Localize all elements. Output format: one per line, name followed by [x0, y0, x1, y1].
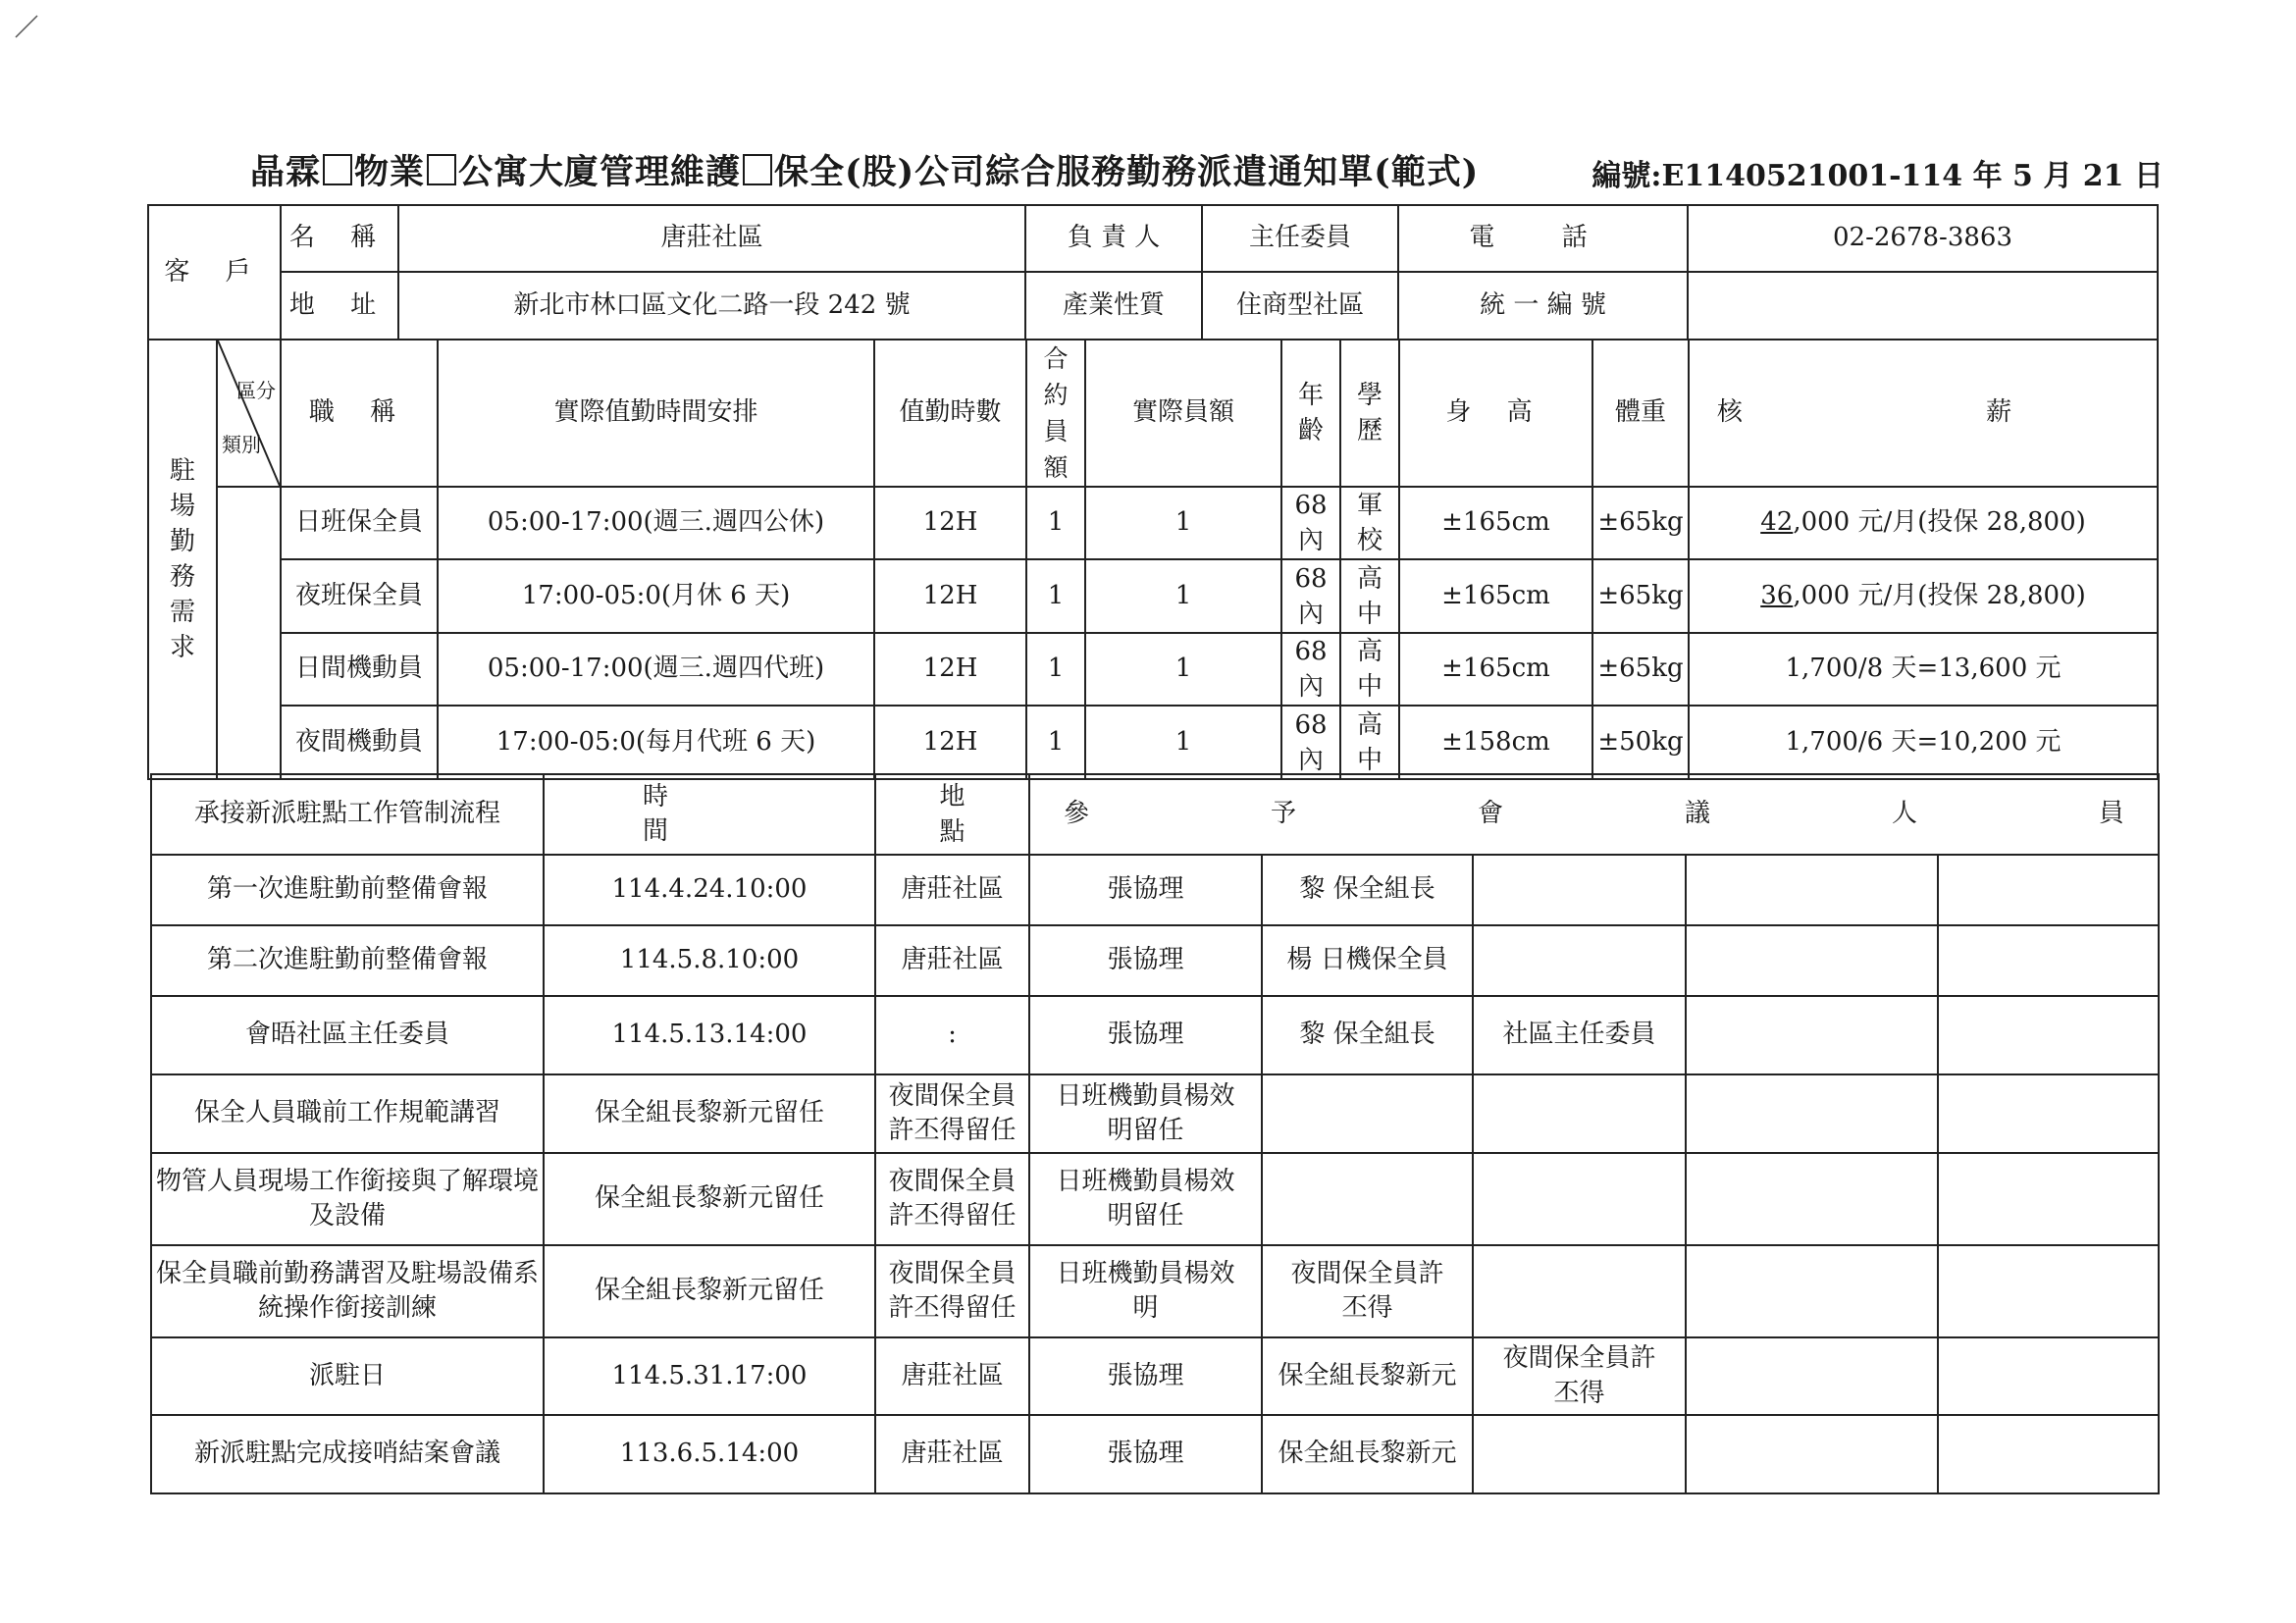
- participant: [1686, 1415, 1938, 1493]
- participant: 社區主任委員: [1473, 996, 1686, 1074]
- participant: [1938, 1337, 2159, 1415]
- participant: 日班機勤員楊效明: [1029, 1245, 1262, 1337]
- customer-table: [147, 204, 2159, 340]
- weight: ±65kg: [1592, 487, 1689, 559]
- contract-count: 1: [1026, 706, 1085, 779]
- participant: 日班機勤員楊效明留任: [1029, 1153, 1262, 1245]
- schedule-header: 實際值勤時間安排: [438, 340, 874, 487]
- hours: 12H: [874, 706, 1026, 779]
- participant: [1473, 1245, 1686, 1337]
- participant: 日班機勤員楊效明留任: [1029, 1074, 1262, 1153]
- checkbox-icon: [323, 154, 352, 185]
- time: 114.5.8.10:00: [544, 925, 875, 996]
- table-row: [151, 996, 2159, 1074]
- table-row: [151, 855, 2159, 925]
- table-row: [151, 1415, 2159, 1493]
- education: 高中: [1340, 706, 1399, 779]
- participant: [1262, 1153, 1473, 1245]
- height-header: 身 高: [1399, 340, 1592, 487]
- time: 保全組長黎新元留任: [544, 1074, 875, 1153]
- table-row: [151, 1245, 2159, 1337]
- education: 軍校: [1340, 487, 1399, 559]
- weight-header: 體重: [1592, 340, 1689, 487]
- weight: ±65kg: [1592, 559, 1689, 633]
- address-value: 新北市林口區文化二路一段 242 號: [398, 272, 1025, 340]
- participant: 楊 日機保全員: [1262, 925, 1473, 996]
- flow-header: 承接新派駐點工作管制流程: [151, 774, 544, 855]
- participant: [1938, 855, 2159, 925]
- schedule: 17:00-05:0(每月代班 6 天): [438, 706, 874, 779]
- flow-step: 新派駐點完成接哨結案會議: [151, 1415, 544, 1493]
- education-header: 學歷: [1340, 340, 1399, 487]
- actual-count: 1: [1085, 559, 1281, 633]
- staffing-section-label: 駐場勤務需求: [148, 340, 217, 779]
- tax-id-label: 統 一 編 號: [1398, 272, 1688, 340]
- phone-value: 02-2678-3863: [1688, 205, 2158, 272]
- flow-step: 第二次進駐勤前整備會報: [151, 925, 544, 996]
- place: 夜間保全員許丕得留任: [875, 1074, 1029, 1153]
- flow-step: 保全人員職前工作規範講習: [151, 1074, 544, 1153]
- participant: [1686, 1337, 1938, 1415]
- actual-count: 1: [1085, 706, 1281, 779]
- weight: ±50kg: [1592, 706, 1689, 779]
- corner-slash-mark: [14, 14, 39, 39]
- flow-step: 第一次進駐勤前整備會報: [151, 855, 544, 925]
- education: 高中: [1340, 559, 1399, 633]
- hours-header: 值勤時數: [874, 340, 1026, 487]
- participant: 夜間保全員許丕得: [1473, 1337, 1686, 1415]
- participant: 張協理: [1029, 1337, 1262, 1415]
- participant: [1938, 925, 2159, 996]
- participant: [1938, 996, 2159, 1074]
- participant: 黎 保全組長: [1262, 855, 1473, 925]
- place: 唐莊社區: [875, 925, 1029, 996]
- document-number: 編號:E1140521001-114 年 5 月 21 日: [1592, 159, 2164, 193]
- industry-label: 產業性質: [1025, 272, 1202, 340]
- table-row: [151, 1153, 2159, 1245]
- participant: [1262, 1074, 1473, 1153]
- participant: 保全組長黎新元: [1262, 1337, 1473, 1415]
- schedule: 05:00-17:00(週三.週四公休): [438, 487, 874, 559]
- salary: 42,000 元/月(投保 28,800): [1689, 487, 2158, 559]
- job-title: 日間機動員: [281, 633, 438, 706]
- participant: 黎 保全組長: [1262, 996, 1473, 1074]
- participant: [1473, 1074, 1686, 1153]
- hours: 12H: [874, 633, 1026, 706]
- actual-header: 實際員額: [1085, 340, 1281, 487]
- flow-step: 物管人員現場工作銜接與了解環境及設備: [151, 1153, 544, 1245]
- address-label: 地 址: [281, 272, 398, 340]
- table-row: [151, 1074, 2159, 1153]
- table-row: [151, 1337, 2159, 1415]
- place-header: 地點: [875, 774, 1029, 855]
- participant: 夜間保全員許丕得: [1262, 1245, 1473, 1337]
- contract-count: 1: [1026, 633, 1085, 706]
- participant: [1473, 1153, 1686, 1245]
- participant: 張協理: [1029, 1415, 1262, 1493]
- age: 68 內: [1281, 633, 1340, 706]
- participant: [1473, 855, 1686, 925]
- job-title: 日班保全員: [281, 487, 438, 559]
- tax-id-value: [1688, 272, 2158, 340]
- time: 114.4.24.10:00: [544, 855, 875, 925]
- weight: ±65kg: [1592, 633, 1689, 706]
- industry-value: 住商型社區: [1202, 272, 1398, 340]
- blank-cell: [217, 487, 281, 779]
- manager-label: 負 責 人: [1025, 205, 1202, 272]
- salary: 1,700/6 天=10,200 元: [1689, 706, 2158, 779]
- place: 夜間保全員許丕得留任: [875, 1245, 1029, 1337]
- table-row: [148, 487, 2158, 559]
- age: 68 內: [1281, 706, 1340, 779]
- age-header: 年齡: [1281, 340, 1340, 487]
- participant: [1938, 1415, 2159, 1493]
- time: 114.5.31.17:00: [544, 1337, 875, 1415]
- actual-count: 1: [1085, 633, 1281, 706]
- schedule: 17:00-05:0(月休 6 天): [438, 559, 874, 633]
- participant: [1686, 1245, 1938, 1337]
- participant: [1686, 925, 1938, 996]
- actual-count: 1: [1085, 487, 1281, 559]
- height: ±158cm: [1399, 706, 1592, 779]
- table-row: [148, 706, 2158, 779]
- age: 68 內: [1281, 487, 1340, 559]
- participant: [1473, 1415, 1686, 1493]
- age: 68 內: [1281, 559, 1340, 633]
- height: ±165cm: [1399, 633, 1592, 706]
- participant: [1686, 1153, 1938, 1245]
- place: 唐莊社區: [875, 1415, 1029, 1493]
- salary-header: 核 薪: [1689, 340, 2158, 487]
- document-title: [250, 145, 2164, 196]
- process-table: [150, 773, 2160, 1494]
- participant: 張協理: [1029, 925, 1262, 996]
- manager-value: 主任委員: [1202, 205, 1398, 272]
- contract-count: 1: [1026, 487, 1085, 559]
- participant: 保全組長黎新元: [1262, 1415, 1473, 1493]
- hours: 12H: [874, 487, 1026, 559]
- phone-label: 電 話: [1398, 205, 1688, 272]
- place: :: [875, 996, 1029, 1074]
- participant: [1473, 925, 1686, 996]
- height: ±165cm: [1399, 487, 1592, 559]
- contract-count: 1: [1026, 559, 1085, 633]
- job-title: 夜間機動員: [281, 706, 438, 779]
- participants-header: 參 予 會 議 人 員: [1029, 774, 2159, 855]
- participant: [1938, 1245, 2159, 1337]
- participant: [1938, 1074, 2159, 1153]
- job-title: 夜班保全員: [281, 559, 438, 633]
- participant: [1938, 1153, 2159, 1245]
- title-text: 晶霖 物業 公寓大廈管理維護 保全(股)公司綜合服務勤務派遣通知單(範式): [250, 152, 1480, 192]
- participant: [1686, 996, 1938, 1074]
- flow-step: 派駐日: [151, 1337, 544, 1415]
- name-label: 名 稱: [281, 205, 398, 272]
- time-header: 時 間: [544, 774, 875, 855]
- staffing-table: [147, 339, 2159, 780]
- salary: 36,000 元/月(投保 28,800): [1689, 559, 2158, 633]
- participant: 張協理: [1029, 996, 1262, 1074]
- hours: 12H: [874, 559, 1026, 633]
- customer-section-label: 客 戶: [148, 205, 281, 340]
- table-row: [151, 925, 2159, 996]
- time: 保全組長黎新元留任: [544, 1153, 875, 1245]
- place: 夜間保全員許丕得留任: [875, 1153, 1029, 1245]
- participant: [1686, 1074, 1938, 1153]
- flow-step: 保全員職前勤務講習及駐場設備系統操作銜接訓練: [151, 1245, 544, 1337]
- table-row: [148, 559, 2158, 633]
- place: 唐莊社區: [875, 855, 1029, 925]
- time: 保全組長黎新元留任: [544, 1245, 875, 1337]
- diagonal-header: 區分 類別: [217, 340, 281, 487]
- contract-header: 合約員額: [1026, 340, 1085, 487]
- participant: [1686, 855, 1938, 925]
- participant: 張協理: [1029, 855, 1262, 925]
- time: 113.6.5.14:00: [544, 1415, 875, 1493]
- height: ±165cm: [1399, 559, 1592, 633]
- customer-name: 唐莊社區: [398, 205, 1025, 272]
- place: 唐莊社區: [875, 1337, 1029, 1415]
- checkbox-icon: [743, 154, 772, 185]
- education: 高中: [1340, 633, 1399, 706]
- job-title-header: 職 稱: [281, 340, 438, 487]
- salary: 1,700/8 天=13,600 元: [1689, 633, 2158, 706]
- flow-step: 會晤社區主任委員: [151, 996, 544, 1074]
- table-row: [148, 633, 2158, 706]
- checkbox-icon: [427, 154, 456, 185]
- schedule: 05:00-17:00(週三.週四代班): [438, 633, 874, 706]
- time: 114.5.13.14:00: [544, 996, 875, 1074]
